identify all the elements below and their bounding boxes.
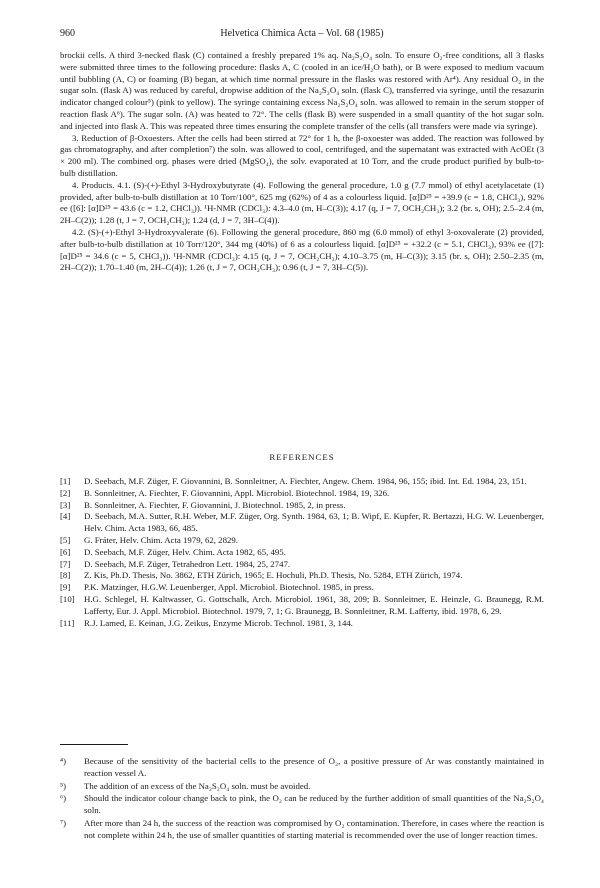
paragraph-reduction: 3. Reduction of β-Oxoesters. After the cells had been stirred at 72° for 1 h, the β-oxoester was added. The reaction was followed by gas chromatography, and after completion⁷) the soln. was allowed to cool, centrifuged, and the supernatant was extracted with AcOEt (3 × 200 ml). The combined org. phases were dried (MgSO₄), the solv. evaporated at 10 Torr, and the crude product purified by bulb-to-bulb distillation. [60,132,544,178]
reference-text: B. Sonnleitner, A. Fiechter, F. Giovannini, Appl. Microbiol. Biotechnol. 1984, 19, 326. [84,487,390,498]
footnotes [60,756,544,843]
reference-text: P.K. Matzinger, H.G.W. Leuenberger, Appl. Microbiol. Biotechnol. 1985, in press. [84,582,374,593]
footnote-mark: ⁷) [60,817,66,828]
body-text [60,50,544,274]
reference-text: G. Fráter, Helv. Chim. Acta 1979, 62, 2829. [84,534,238,545]
page-number: 960 [60,28,75,39]
reference-item [60,547,544,559]
footnote-mark: ⁴) [60,756,66,766]
reference-number: [2] [60,487,71,498]
footnote-text: Should the indicator colour change back to pink, the O₂ can be reduced by the further addition of small quantities of the Na₂S₂O₄ soln. [84,793,544,816]
reference-text: B. Sonnleitner, A. Fiechter, F. Giovannini, J. Biotechnol. 1985, 2, in press. [84,499,346,510]
reference-number: [8] [60,570,71,581]
reference-item [60,582,544,594]
paragraph-procedure: brockii cells. A third 3-necked flask (C) contained a freshly prepared 1% aq. Na₂S₂O₄ soln. To ensure O₂-free conditions, all 3 flasks were submitted three times to the following procedure: flasks A, C (cooled in an ice/H₂O bath), or B were exposed to medium vacuum until bubbling (A, C) or foaming (B) began, at which time normal pressure in the flasks was restored with Ar⁴). Any residual O₂ in the sugar soln. (flask A) was reduced by careful, dropwise addition of the Na₂S₂O₄ soln. (flask C), transferred via syringe, until the resazurin indicator changed colour⁵) (pink to yellow). The syringe containing excess Na₂S₂O₄ soln. was allowed to remain in the serum stopper of reaction flask A⁶). The sugar soln. (A) was heated to 72°. The cells (flask B) were suspended in a small quantity of the hot sugar soln. and injected into flask A. This was repeated three times ensuring the complete transfer of the cells (all transfers were made via syringe). [60,50,544,131]
reference-item [60,488,544,500]
footnote-divider [60,744,128,745]
reference-number: [4] [60,511,71,522]
footnote-item [60,756,544,780]
footnote-text: Because of the sensitivity of the bacterial cells to the presence of O₂, a positive pressure of Ar was constantly maintained in reaction vessel A. [84,756,544,778]
reference-item [60,500,544,512]
reference-number: [3] [60,499,71,510]
footnote-item [60,818,544,842]
reference-item [60,570,544,582]
footnote-item [60,793,544,817]
reference-text: D. Seebach, M.F. Züger, Helv. Chim. Acta 1982, 65, 495. [84,546,286,557]
reference-text: D. Seebach, M.A. Sutter, R.H. Weber, M.F. Züger, Org. Synth. 1984, 63, 1; B. Wipf, E. Kupfer, R. Bertazzi, H.G. W. Leuenberger, Helv. Chim. Acta 1983, 66, 485. [84,511,544,534]
reference-number: [9] [60,582,71,593]
references-list [60,476,544,629]
footnote-item [60,781,544,793]
reference-text: R.J. Lamed, E. Keinan, J.G. Zeikus, Enzyme Microb. Technol. 1981, 3, 144. [84,617,353,628]
reference-item [60,476,544,488]
footnote-text: After more than 24 h, the success of the reaction was compromised by O₂ contamination. Therefore, in cases where the reaction is not complete within 24 h, the use of smaller quantities of starting material is recommended over the use of longer reaction times. [84,817,544,840]
footnote-mark: ⁶) [60,793,66,804]
reference-number: [6] [60,546,71,557]
footnote-text: The addition of an excess of the Na₂S₂O₄ soln. must be avoided. [84,780,311,791]
reference-number: [10] [60,593,75,604]
reference-item [60,535,544,547]
reference-number: [11] [60,617,75,628]
reference-item [60,594,544,618]
reference-text: D. Seebach, M.F. Züger, Tetrahedron Lett. 1984, 25, 2747. [84,558,291,569]
journal-title: Helvetica Chimica Acta – Vol. 68 (1985) [220,28,384,39]
reference-item [60,559,544,571]
reference-number: [7] [60,558,71,569]
reference-text: Z. Kis, Ph.D. Thesis, No. 3862, ETH Zürich, 1965; E. Hochuli, Ph.D. Thesis, No. 5284, ETH Zürich, 1974. [84,570,463,581]
references-heading: REFERENCES [269,452,335,462]
reference-item [60,618,544,630]
reference-number: [5] [60,534,71,545]
footnote-mark: ⁵) [60,780,66,791]
reference-item [60,511,544,535]
reference-text: H.G. Schlegel, H. Kaltwasser, G. Gottschalk, Arch. Microbiol. 1961, 38, 209; B. Sonnleitner, E. Heinzle, G. Braunegg, R.M. Lafferty, Eur. J. Appl. Microbiol. Biotechnol. 1979, 7, 1; G. Braunegg, B. Sonnleitner, R.M. Lafferty, ibid. 1978, 6, 29. [84,593,544,616]
paragraph-product-6: 4.2. (S)-(+)-Ethyl 3-Hydroxyvalerate (6). Following the general procedure, 860 mg (6.0 mmol) of ethyl 3-oxovalerate (2) provided, after bulb-to-bulb distillation at 10 Torr/120°, 344 mg (40%) of 6 as a colourless liquid. [α]D²⁵ = +32.2 (c = 5.1, CHCl₃), 93% ee ([7]: [α]D²⁵ = 34.6 (c = 5, CHCl₃)). ¹H-NMR (CDCl₃): 4.15 (q, J = 7, OCH₂CH₃); 4.10–3.75 (m, H–C(3)); 3.15 (br. s, OH); 2.50–2.35 (m, 2H–C(2)); 1.70–1.40 (m, 2H–C(4)); 1.26 (t, J = 7, OCH₂CH₃); 0.96 (t, J = 7, 3H–C(5)). [60,226,544,273]
reference-text: D. Seebach, M.F. Züger, F. Giovannini, B. Sonnleitner, A. Fiechter, Angew. Chem. 1984, 96, 155; ibid. Int. Ed. 1984, 23, 151. [84,476,527,486]
reference-number: [1] [60,476,71,486]
paragraph-product-4: 4. Products. 4.1. (S)-(+)-Ethyl 3-Hydroxybutyrate (4). Following the general procedure, 1.0 g (7.7 mmol) of ethyl acetylacetate (1) provided, after bulb-to-bulb distillation at 10 Torr/100°, 625 mg (62%) of 4 as a colourless liquid. [α]D²⁵ = +39.9 (c = 1.8, CHCl₃), 92% ee ([6]: [α]D²⁵ = 43.6 (c = 1.2, CHCl₃)). ¹H-NMR (CDCl₃): 4.3–4.0 (m, H–C(3)); 4.17 (q, J = 7, OCH₂CH₃); 3.2 (br. s, OH); 2.5–2.4 (m, 2H–C(2)); 1.28 (t, J = 7, OCH₂CH₃); 1.24 (d, J = 7, 3H–C(4)). [60,179,544,226]
